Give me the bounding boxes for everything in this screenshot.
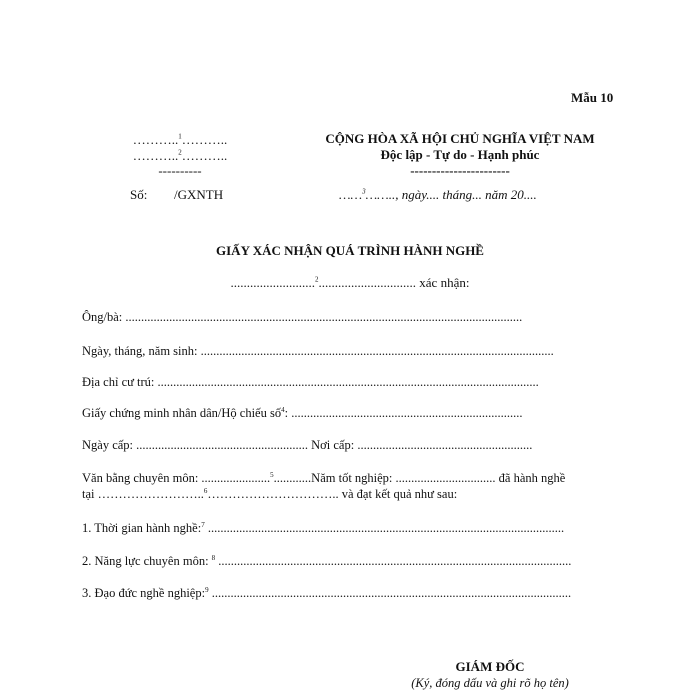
footnote-2-ref: 2 (315, 275, 319, 284)
result-practice-time-label: 1. Thời gian hành nghề: (82, 521, 202, 535)
footnote-9: 9 (205, 585, 209, 594)
place-date-line (339, 187, 537, 203)
footnote-3: 3 (362, 187, 366, 196)
form-code: Mẫu 10 (571, 90, 614, 105)
signer-title: GIÁM ĐỐC (455, 659, 525, 674)
field-date-of-birth: Ngày, tháng, năm sinh: ................................................................................................................. (82, 344, 554, 358)
result-competence-label: 2. Năng lực chuyên môn: (82, 554, 212, 568)
issuer-line-2-dots-end: ……….. (181, 148, 228, 163)
confirming-party-dots: .......................... (230, 275, 316, 290)
footnote-4: 4 (281, 405, 285, 414)
result-ethics-label: 3. Đạo đức nghề nghiệp: (82, 586, 206, 600)
result-practice-time-dots: .................................................................................................................. (204, 521, 565, 535)
motto-divider: ----------------------- (410, 163, 510, 178)
issuer-line-1-dots: ……….. (132, 132, 179, 147)
result-professional-ethics (82, 586, 571, 601)
date-text: …….., ngày.... tháng... năm 20.... (365, 187, 537, 202)
field-graduation-year: ............Năm tốt nghiệp: ................................ đã hành nghề (273, 471, 566, 485)
field-practice-place (82, 487, 457, 502)
issuer-line-1-dots-end: ……….. (181, 132, 228, 147)
field-name: Ông/bà: ............................................................................................................................... (82, 310, 523, 324)
signature-instruction: (Ký, đóng dấu và ghi rõ họ tên) (411, 676, 569, 690)
footnote-6: 6 (203, 486, 208, 495)
field-residence: Địa chỉ cư trú: .......................................................................................................................... (82, 375, 539, 389)
field-issue-date-place: Ngày cấp: ....................................................... Nơi cấp: ........................................................ (82, 438, 533, 452)
field-id-dots: : .......................................................................... (284, 406, 523, 420)
field-practice-place-label: tại …………………….. (82, 487, 204, 501)
place-dots: …… (339, 187, 363, 202)
country-name: CỘNG HÒA XÃ HỘI CHỦ NGHĨA VIỆT NAM (325, 131, 595, 146)
footnote-2: 2 (178, 148, 182, 157)
confirming-party-text: .............................. xác nhận: (318, 275, 470, 290)
national-motto: Độc lập - Tự do - Hạnh phúc (380, 147, 540, 162)
result-ethics-dots: ................................................................................................................... (208, 586, 572, 600)
document-title: GIẤY XÁC NHẬN QUÁ TRÌNH HÀNH NGHỀ (216, 243, 484, 258)
issuer-line-2 (118, 148, 242, 164)
issuer-line-2-dots: ……….. (132, 148, 179, 163)
result-practice-time (82, 521, 564, 536)
field-degree (82, 471, 565, 486)
confirming-party-line (0, 275, 700, 291)
field-id-number (82, 406, 522, 421)
issuer-divider: ---------- (158, 163, 202, 178)
footnote-1: 1 (178, 132, 182, 141)
footnote-5: 5 (270, 470, 274, 479)
document-number-label: Số: (130, 187, 148, 202)
document-number-suffix: /GXNTH (174, 187, 224, 202)
result-competence-dots: ................................................................................................................. (215, 554, 572, 568)
field-practice-place-dots: ………………………….. và đạt kết quả như sau: (207, 487, 458, 501)
result-professional-competence (82, 554, 571, 569)
field-degree-label: Văn bằng chuyên môn: ...................... (82, 471, 271, 485)
issuer-line-1 (118, 132, 242, 148)
footnote-7: 7 (201, 520, 205, 529)
footnote-8: 8 (211, 553, 216, 562)
field-id-label: Giấy chứng minh nhân dân/Hộ chiếu số (82, 406, 282, 420)
